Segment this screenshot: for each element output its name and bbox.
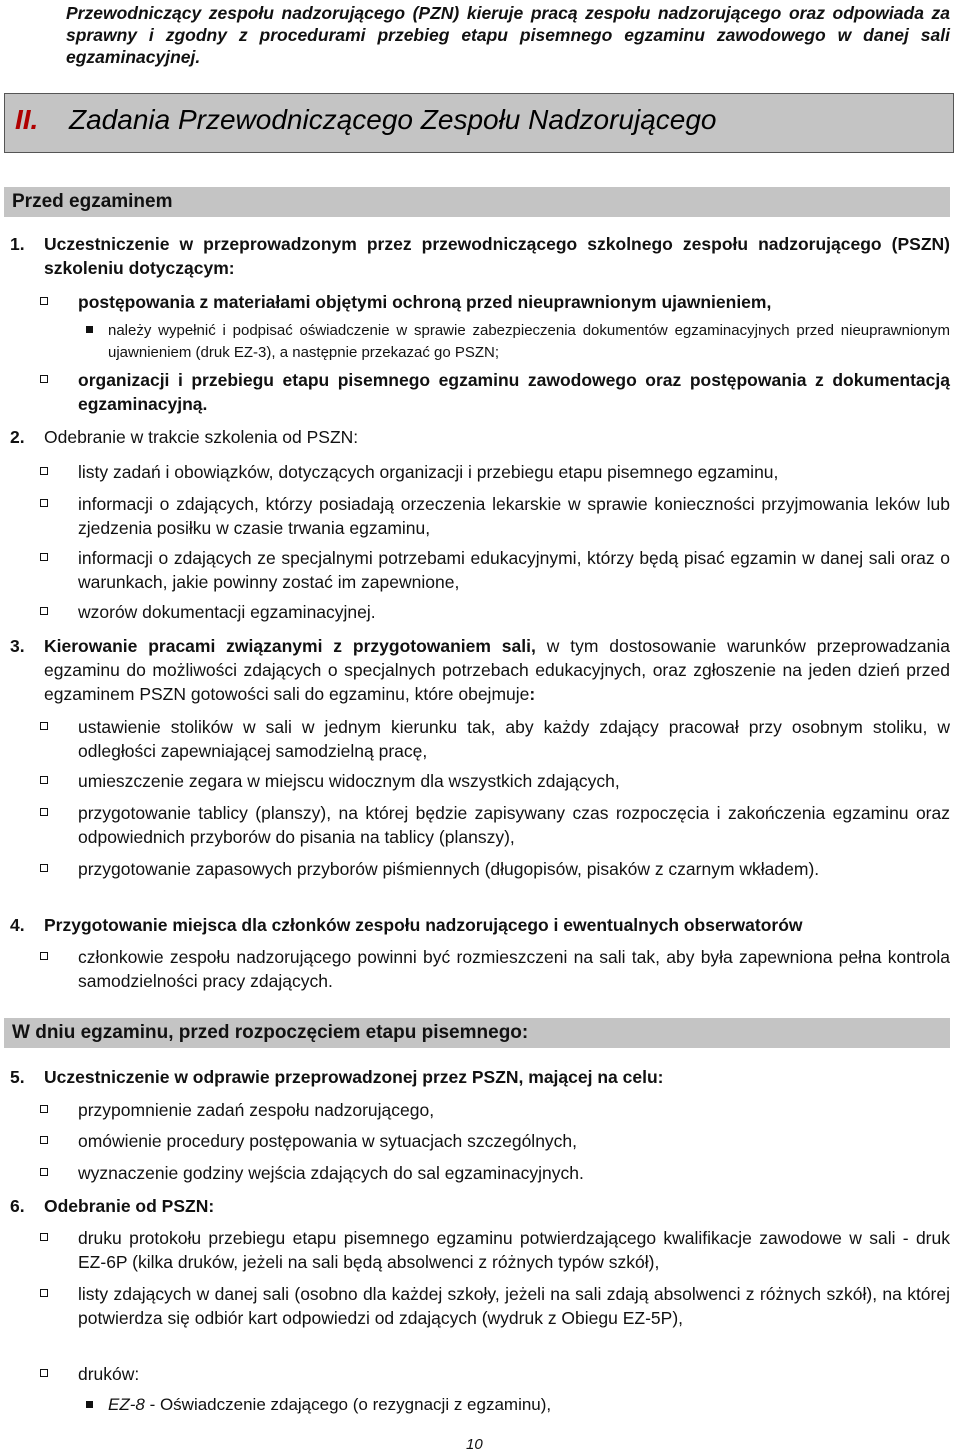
item-number: 3.	[10, 636, 25, 656]
item-rest-text: w tym dostosowanie warunków przeprowadzania egzaminu do możliwości zdających o specjalnych potrzebach edukacyjnych, oraz zgłoszenie na jeden dzień przed egzaminem PSZN gotowości sali do egzaminu, które obejmuje	[44, 636, 951, 704]
bullet-item	[40, 945, 950, 993]
chapter-title: Zadania Przewodniczącego Zespołu Nadzorującego	[69, 104, 717, 135]
sub-bullet-item	[86, 1393, 950, 1417]
list-item-4	[10, 913, 950, 937]
list-item-1	[10, 232, 950, 280]
item-bold-text: Kierowanie pracami związanymi z przygotowaniem sali,	[44, 636, 536, 656]
bullet-item	[40, 1098, 950, 1122]
list-item-6	[10, 1194, 950, 1218]
checkbox-bullet-icon	[40, 1369, 48, 1377]
bullet-item	[40, 1161, 950, 1185]
bullet-text: wzorów dokumentacji egzaminacyjnej.	[78, 602, 376, 622]
section-heading-before-exam: Przed egzaminem	[4, 187, 950, 217]
sub-bullet-item	[86, 320, 950, 364]
bullet-item	[40, 1129, 950, 1153]
bullet-text: listy zadań i obowiązków, dotyczących organizacji i przebiegu etapu pisemnego egzaminu,	[78, 462, 779, 482]
bullet-item	[40, 290, 950, 314]
bullet-item	[40, 546, 950, 594]
bullet-item	[40, 1226, 950, 1274]
chapter-header	[4, 93, 954, 153]
page-number: 10	[466, 1436, 483, 1453]
intro-paragraph: Przewodniczący zespołu nadzorującego (PZN) kieruje pracą zespołu nadzorującego oraz odpowiada za sprawny i zgodny z procedurami przebieg etapu pisemnego egzaminu zawodowego w danej sali egzaminacyjnej.	[66, 3, 950, 67]
bullet-text: umieszczenie zegara w miejscu widocznym dla wszystkich zdających,	[78, 771, 620, 791]
checkbox-bullet-icon	[40, 607, 48, 615]
bullet-text: druków:	[78, 1364, 140, 1384]
item-number: 1.	[10, 234, 25, 254]
item-number: 5.	[10, 1067, 25, 1087]
item-text: Odebranie w trakcie szkolenia od PSZN:	[44, 427, 359, 447]
bullet-item	[40, 460, 950, 484]
checkbox-bullet-icon	[40, 467, 48, 475]
form-code: EZ-8	[108, 1395, 145, 1414]
bullet-text: członkowie zespołu nadzorującego powinni być rozmieszczeni na sali tak, aby była zapewniona pełna kontrola samodzielności pracy zdających.	[78, 947, 950, 991]
checkbox-bullet-icon	[40, 952, 48, 960]
bullet-item	[40, 1362, 950, 1386]
checkbox-bullet-icon	[40, 1105, 48, 1113]
bullet-text: przygotowanie tablicy (planszy), na której będzie zapisywany czas rozpoczęcia i zakończenia egzaminu oraz odpowiednich przyborów do pisania na tablicy (planszy),	[78, 803, 950, 847]
bullet-text: informacji o zdających, którzy posiadają orzeczenia lekarskie w sprawie konieczności przyjmowania leków lub zjedzenia posiłku w czasie trwania egzaminu,	[78, 494, 950, 538]
bullet-text: ustawienie stolików w sali w jednym kierunku tak, aby każdy zdający pracował przy osobnym stoliku, w odległości zapewniającej samodzielną pracę,	[78, 717, 950, 761]
bullet-text: przypomnienie zadań zespołu nadzorującego,	[78, 1100, 435, 1120]
checkbox-bullet-icon	[40, 776, 48, 784]
square-bullet-icon	[86, 326, 93, 333]
item-text: Odebranie od PSZN:	[44, 1196, 215, 1216]
checkbox-bullet-icon	[40, 808, 48, 816]
bullet-item	[40, 801, 950, 849]
bullet-item	[40, 492, 950, 540]
checkbox-bullet-icon	[40, 553, 48, 561]
checkbox-bullet-icon	[40, 1168, 48, 1176]
item-text: Uczestniczenie w odprawie przeprowadzonej przez PSZN, mającej na celu:	[44, 1067, 664, 1087]
bullet-item	[40, 600, 950, 624]
list-item-5	[10, 1065, 950, 1089]
sub-bullet-text: - Oświadczenie zdającego (o rezygnacji z egzaminu),	[144, 1395, 552, 1414]
checkbox-bullet-icon	[40, 1136, 48, 1144]
bullet-text: przygotowanie zapasowych przyborów piśmiennych (długopisów, pisaków z czarnym wkładem).	[78, 859, 820, 879]
bullet-text: druku protokołu przebiegu etapu pisemnego egzaminu potwierdzającego kwalifikacje zawodowe w sali - druk EZ-6P (kilka druków, jeżeli na sali będą absolwenci z różnych typów szkół),	[78, 1228, 950, 1272]
square-bullet-icon	[86, 1401, 93, 1408]
bullet-item	[40, 715, 950, 763]
checkbox-bullet-icon	[40, 375, 48, 383]
section-heading-exam-day: W dniu egzaminu, przed rozpoczęciem etapu pisemnego:	[4, 1018, 950, 1048]
checkbox-bullet-icon	[40, 864, 48, 872]
checkbox-bullet-icon	[40, 1233, 48, 1241]
checkbox-bullet-icon	[40, 722, 48, 730]
bullet-text: wyznaczenie godziny wejścia zdających do sal egzaminacyjnych.	[78, 1163, 584, 1183]
item-text	[10, 634, 950, 706]
item-number: 4.	[10, 915, 25, 935]
item-number: 6.	[10, 1196, 25, 1216]
bullet-text: postępowania z materiałami objętymi ochroną przed nieuprawnionym ujawnieniem,	[78, 292, 772, 312]
bullet-text: listy zdających w danej sali (osobno dla każdej szkoły, jeżeli na sali zdają absolwenci z różnych szkół), na której potwierdza się odbiór kart odpowiedzi od zdających (wydruk z Obiegu EZ-5P),	[78, 1284, 950, 1328]
item-colon: :	[529, 684, 536, 704]
bullet-text: omówienie procedury postępowania w sytuacjach szczególnych,	[78, 1131, 578, 1151]
bullet-item	[40, 769, 950, 793]
checkbox-bullet-icon	[40, 1289, 48, 1297]
item-number: 2.	[10, 427, 25, 447]
bullet-item	[40, 857, 950, 881]
checkbox-bullet-icon	[40, 499, 48, 507]
chapter-number: II.	[15, 104, 39, 135]
checkbox-bullet-icon	[40, 297, 48, 305]
item-text: Uczestniczenie w przeprowadzonym przez przewodniczącego szkolnego zespołu nadzorującego (PSZN) szkoleniu dotyczącym:	[44, 234, 950, 278]
list-item-3	[10, 634, 950, 706]
item-text: Przygotowanie miejsca dla członków zespołu nadzorującego i ewentualnych obserwatorów	[44, 915, 803, 935]
bullet-text: informacji o zdających ze specjalnymi potrzebami edukacyjnymi, którzy będą pisać egzamin w danej sali oraz o warunkach, jakie powinny zostać im zapewnione,	[78, 548, 950, 592]
bullet-item	[40, 1282, 950, 1330]
sub-bullet-text: należy wypełnić i podpisać oświadczenie w sprawie zabezpieczenia dokumentów egzaminacyjnych przed nieuprawnionym ujawnieniem (druk EZ-3), a następnie przekazać go PSZN;	[108, 322, 950, 361]
bullet-item	[40, 368, 950, 416]
list-item-2	[10, 425, 950, 449]
bullet-text: organizacji i przebiegu etapu pisemnego egzaminu zawodowego oraz postępowania z dokumentacją egzaminacyjną.	[78, 370, 950, 414]
